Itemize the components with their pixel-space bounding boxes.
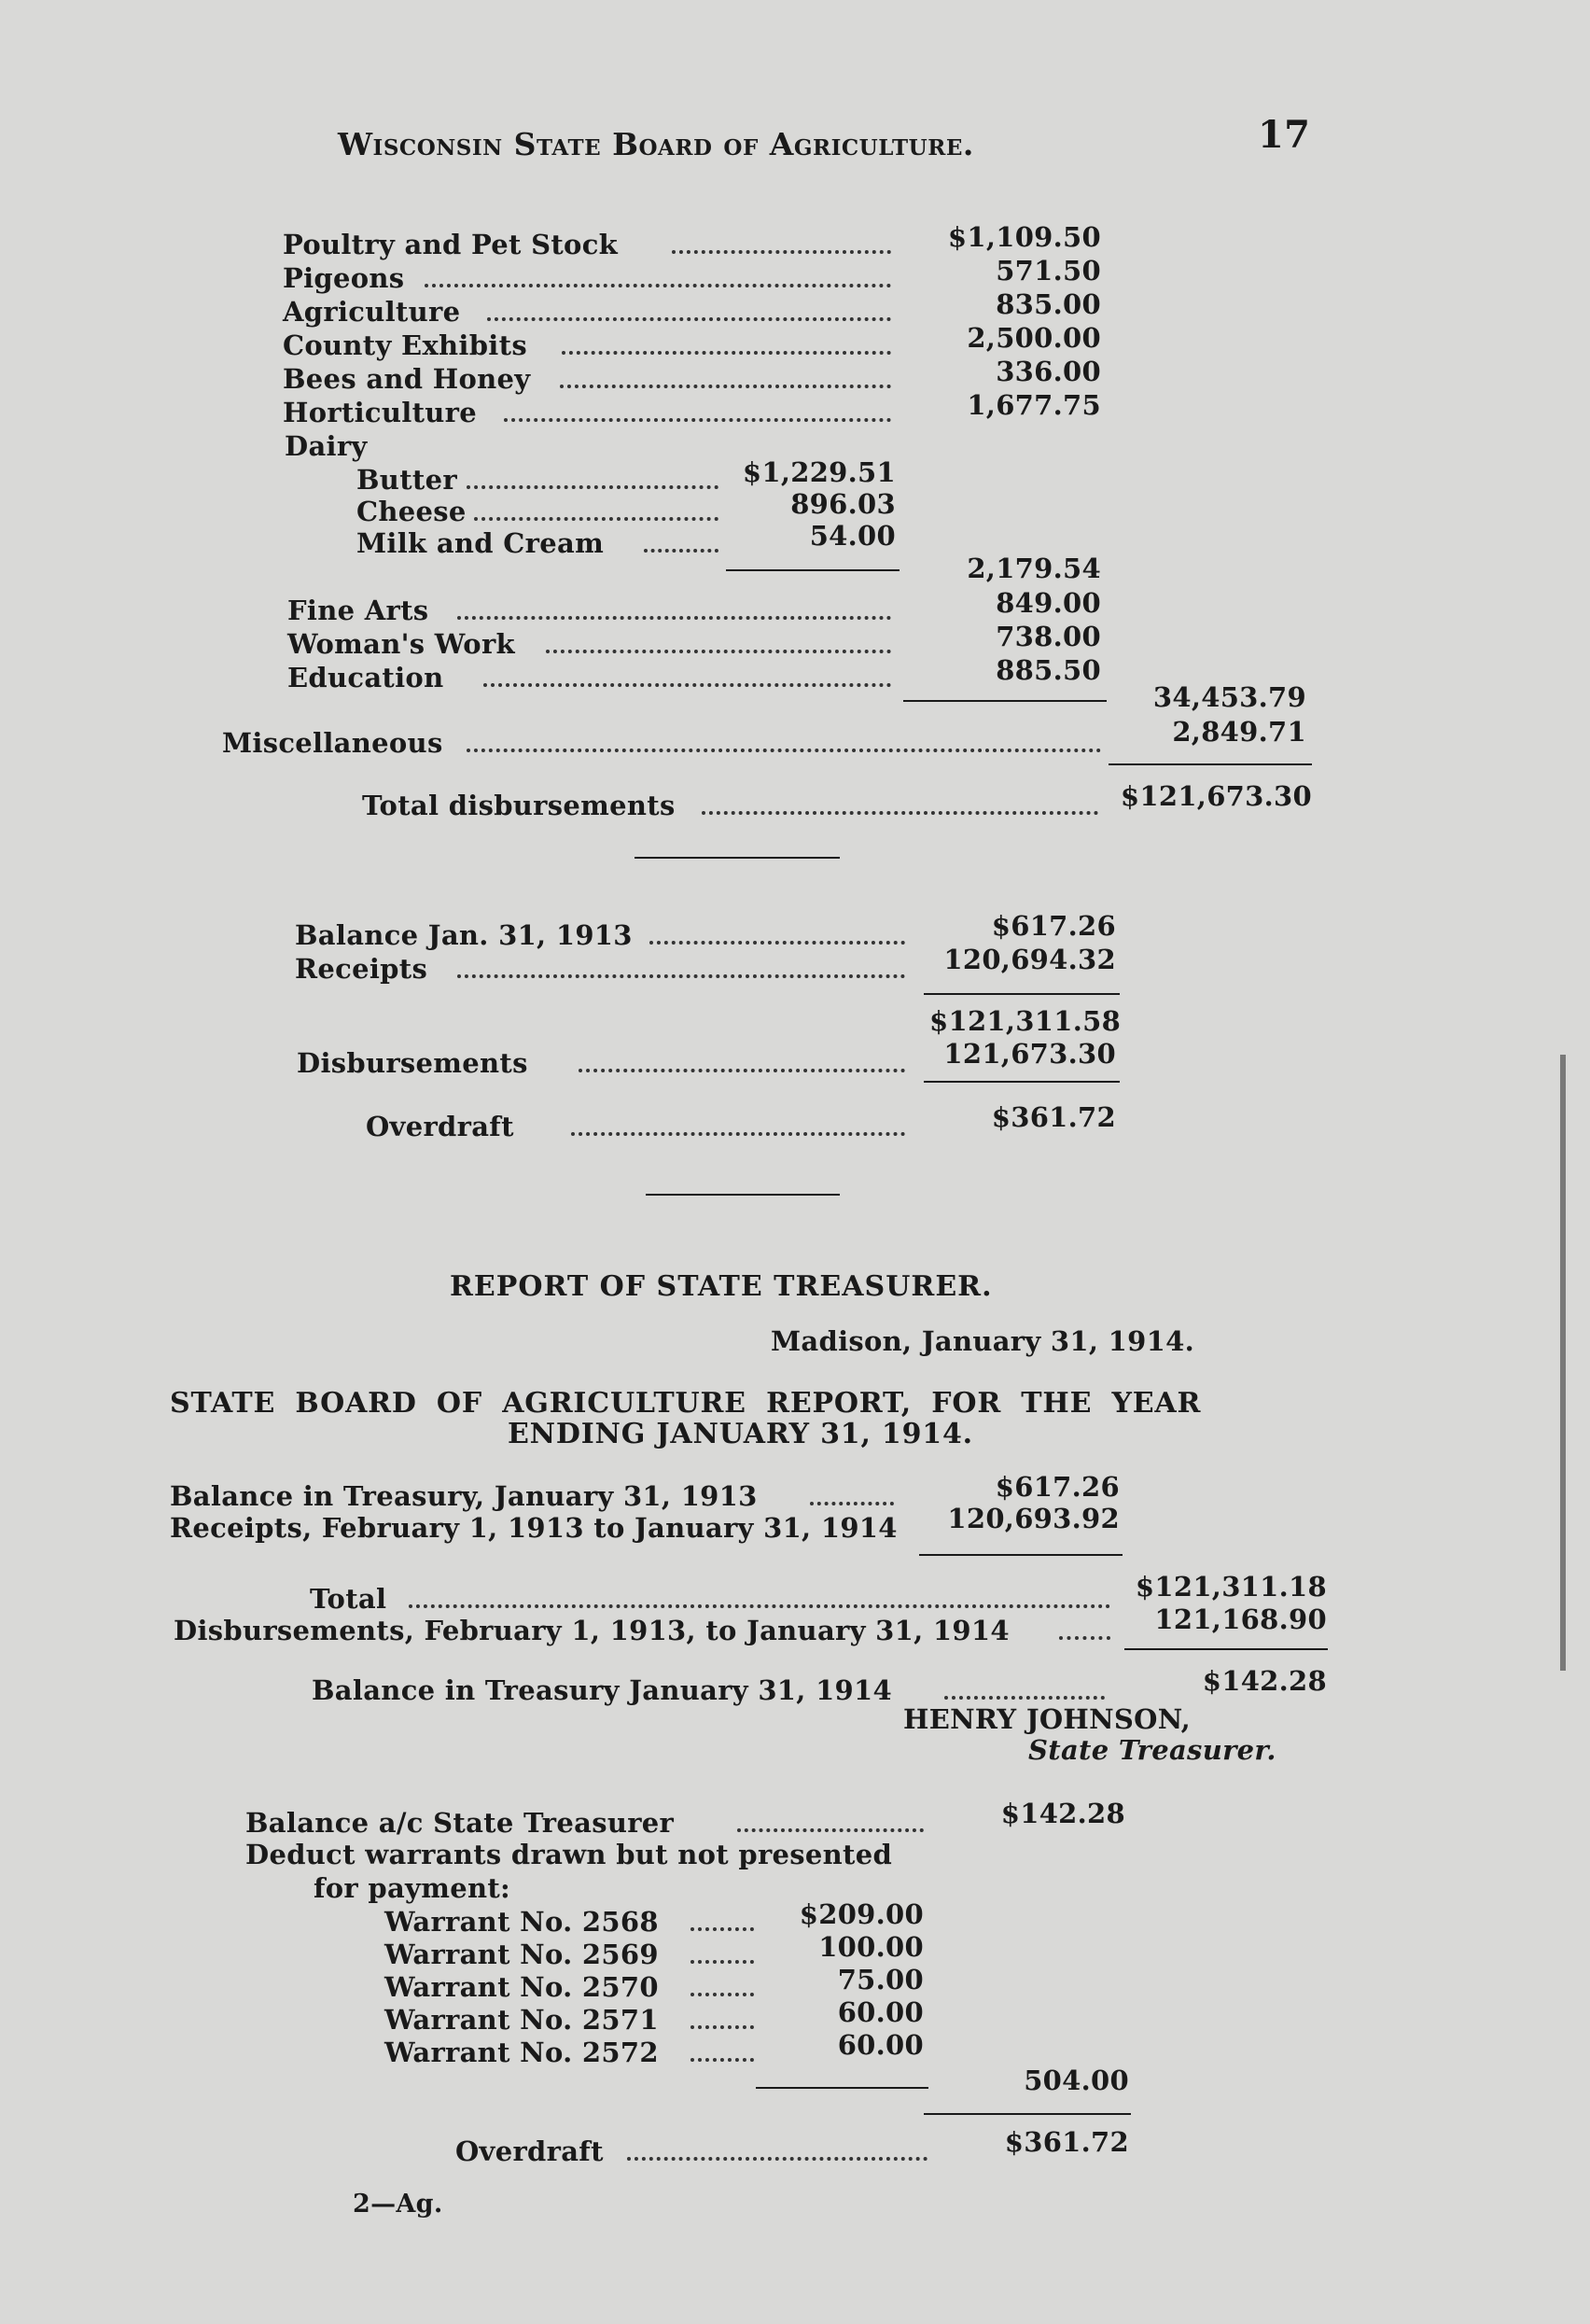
deduct-line2: for payment: xyxy=(314,1872,511,1904)
item-amount: 2,500.00 xyxy=(967,322,1101,354)
treasury-rule-2 xyxy=(1124,1648,1328,1650)
warrants-total: 504.00 xyxy=(1024,2065,1129,2096)
page-number: 17 xyxy=(1258,113,1311,157)
treasury-rule xyxy=(919,1554,1123,1556)
warrants-rule xyxy=(756,2087,928,2089)
summary-disbursements-label: Disbursements xyxy=(297,1047,528,1079)
warrant-amount: 60.00 xyxy=(837,1996,924,2028)
summary-overdraft-label: Overdraft xyxy=(366,1111,514,1142)
running-title: Wisconsin State Board of Agriculture. xyxy=(338,126,974,162)
dairy-item-label: Butter xyxy=(356,464,457,496)
item-amount: $1,109.50 xyxy=(947,221,1101,253)
treasury-receipts-amount: 120,693.92 xyxy=(947,1503,1120,1534)
warrant-amount: 60.00 xyxy=(837,2029,924,2061)
warrant-label: Warrant No. 2572 xyxy=(384,2037,659,2068)
dairy-item-amount: $1,229.51 xyxy=(742,456,896,488)
warrant-label: Warrant No. 2568 xyxy=(384,1906,659,1938)
dairy-item-label: Cheese xyxy=(356,496,467,527)
reconciliation-overdraft-amount: $361.72 xyxy=(1004,2126,1129,2158)
summary-overdraft-amount: $361.72 xyxy=(991,1101,1116,1133)
item-label: Horticulture xyxy=(283,397,478,428)
section-divider xyxy=(646,1194,840,1196)
summary-balance-amount: $617.26 xyxy=(991,910,1116,942)
item-label: Poultry and Pet Stock xyxy=(283,229,619,260)
summary-subtotal: $121,311.58 xyxy=(929,1005,1122,1037)
premiums-rule xyxy=(903,700,1107,702)
premiums-total: 34,453.79 xyxy=(1152,681,1306,713)
summary-receipts-amount: 120,694.32 xyxy=(943,944,1116,975)
signature-mark: 2—Ag. xyxy=(353,2190,443,2219)
item-label: Woman's Work xyxy=(287,628,515,660)
misc-amount: 2,849.71 xyxy=(1172,716,1306,748)
item-amount: 849.00 xyxy=(996,587,1101,619)
warrant-amount: 75.00 xyxy=(837,1964,924,1995)
final-balance-amount: $142.28 xyxy=(1202,1665,1327,1697)
item-label: Bees and Honey xyxy=(283,363,531,395)
treasury-receipts-label: Receipts, February 1, 1913 to January 31, 1914 xyxy=(170,1512,898,1544)
reconciliation-rule xyxy=(924,2113,1131,2115)
warrant-amount: $209.00 xyxy=(799,1898,924,1930)
item-amount: 885.50 xyxy=(996,654,1101,686)
item-amount: 835.00 xyxy=(996,288,1101,320)
dairy-item-amount: 896.03 xyxy=(790,488,896,520)
item-amount: 1,677.75 xyxy=(967,389,1101,421)
reconciliation-overdraft-label: Overdraft xyxy=(455,2135,604,2167)
summary-disbursements-amount: 121,673.30 xyxy=(943,1038,1116,1070)
signer-title: State Treasurer. xyxy=(1028,1734,1276,1766)
warrant-label: Warrant No. 2570 xyxy=(384,1971,659,2003)
warrant-label: Warrant No. 2569 xyxy=(384,1939,659,1970)
binding-edge-shadow xyxy=(1560,1055,1566,1671)
item-amount: 336.00 xyxy=(996,356,1101,387)
total-disbursements-label: Total disbursements xyxy=(362,790,676,821)
report-title-line2: ENDING JANUARY 31, 1914. xyxy=(508,1418,973,1450)
item-amount: 571.50 xyxy=(996,255,1101,287)
dairy-subtotal-rule xyxy=(726,569,900,571)
dairy-total: 2,179.54 xyxy=(967,553,1101,584)
reconciliation-balance-amount: $142.28 xyxy=(1000,1798,1125,1829)
report-title-line1: STATE BOARD OF AGRICULTURE REPORT, FOR THE YEAR xyxy=(170,1387,1202,1420)
total-disbursements-amount: $121,673.30 xyxy=(1120,780,1312,812)
treasury-total-label: Total xyxy=(310,1583,387,1615)
item-label: Agriculture xyxy=(283,296,461,328)
dairy-label: Dairy xyxy=(285,430,368,462)
treasury-disbursements-amount: 121,168.90 xyxy=(1154,1603,1327,1635)
summary-rule xyxy=(924,993,1120,995)
summary-rule-2 xyxy=(924,1081,1120,1083)
warrant-amount: 100.00 xyxy=(818,1931,924,1963)
dairy-item-label: Milk and Cream xyxy=(356,527,605,559)
misc-rule xyxy=(1109,763,1312,765)
item-label: Education xyxy=(287,662,444,693)
summary-balance-label: Balance Jan. 31, 1913 xyxy=(295,919,633,951)
signer-name: HENRY JOHNSON, xyxy=(903,1703,1192,1735)
treasurer-dateline: Madison, January 31, 1914. xyxy=(771,1325,1194,1357)
item-amount: 738.00 xyxy=(996,621,1101,652)
summary-receipts-label: Receipts xyxy=(295,953,428,985)
treasury-balance-label: Balance in Treasury, January 31, 1913 xyxy=(170,1480,758,1512)
item-label: Fine Arts xyxy=(287,595,429,626)
treasurer-heading: REPORT OF STATE TREASURER. xyxy=(450,1270,993,1303)
deduct-line1: Deduct warrants drawn but not presented xyxy=(245,1839,893,1870)
final-balance-label: Balance in Treasury January 31, 1914 xyxy=(312,1674,892,1706)
treasury-total-amount: $121,311.18 xyxy=(1135,1571,1327,1603)
section-divider xyxy=(635,857,840,859)
reconciliation-balance-label: Balance a/c State Treasurer xyxy=(245,1807,675,1839)
warrant-label: Warrant No. 2571 xyxy=(384,2004,659,2036)
dairy-item-amount: 54.00 xyxy=(809,520,896,552)
item-label: Pigeons xyxy=(283,262,405,294)
misc-label: Miscellaneous xyxy=(222,727,443,759)
treasury-disbursements-label: Disbursements, February 1, 1913, to January 31, 1914 xyxy=(174,1615,1010,1646)
item-label: County Exhibits xyxy=(283,329,527,361)
treasury-balance-amount: $617.26 xyxy=(995,1471,1120,1503)
